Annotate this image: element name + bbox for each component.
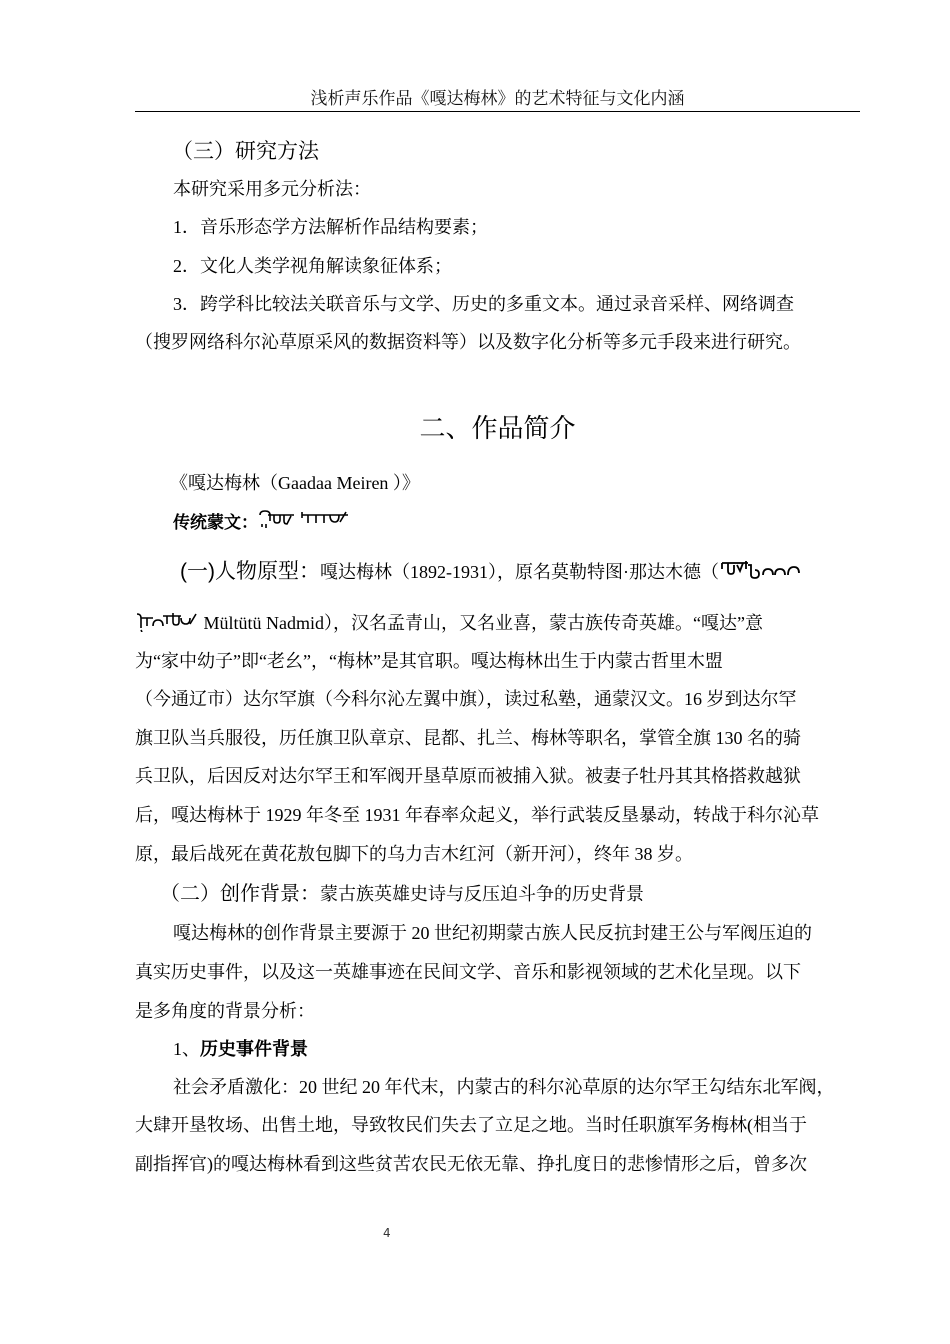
- paragraph-line: 嘎达梅林的创作背景主要源于 20 世纪初期蒙古族人民反抗封建王公与军阀压迫的: [173, 923, 812, 943]
- list-item: 2．文化人类学视角解读象征体系；: [173, 256, 452, 276]
- paragraph-line: 本研究采用多元分析法：: [173, 179, 371, 199]
- list-item: 3．跨学科比较法关联音乐与文学、历史的多重文本。通过录音采样、网络调查: [173, 294, 794, 314]
- mongolian-script-nadmid: [135, 610, 199, 632]
- paragraph-line: 为“家中幼子”即“老幺”，“梅林”是其官职。嘎达梅林出生于内蒙古哲里木盟: [135, 651, 723, 671]
- header-rule: [135, 111, 860, 112]
- paragraph-line: 大肆开垦牧场、出售土地，导致牧民们失去了立足之地。当时任职旗军务梅林(相当于: [135, 1115, 807, 1135]
- paragraph-line: （今通辽市）达尔罕旗（今科尔沁左翼中旗），读过私塾，通蒙汉文。16 岁到达尔罕: [135, 689, 797, 709]
- paragraph-line: （搜罗网络科尔沁草原采风的数据资料等）以及数字化分析等多元手段来进行研究。: [135, 332, 801, 352]
- paragraph-text: Mültütü Nadmid），汉名孟青山，又名业喜，蒙古族传奇英雄。“嘎达”意: [199, 613, 763, 633]
- background-subtitle: 蒙古族英雄史诗与反压迫斗争的历史背景: [320, 884, 644, 904]
- prototype-line-1: [180, 558, 910, 586]
- section-heading-work-intro: 二、作品简介: [419, 413, 576, 443]
- paragraph-line: 后，嘎达梅林于 1929 年冬至 1931 年春率众起义，举行武装反垦暴动，转战于科尔沁草: [135, 805, 819, 825]
- paragraph-line: 旗卫队当兵服役，历任旗卫队章京、昆都、扎兰、梅林等职名，掌管全旗 130 名的骑: [135, 728, 801, 748]
- traditional-mongolian-row: [173, 509, 903, 535]
- paragraph-text: 嘎达梅林（1892-1931），原名莫勒特图·那达木德（: [320, 562, 719, 582]
- paragraph-line: 真实历史事件，以及这一英雄事迹在民间文学、音乐和影视领域的艺术化呈现。以下: [135, 962, 801, 982]
- prototype-line-2: [135, 610, 865, 635]
- paragraph-line: 社会矛盾激化：20 世纪 20 年代末，内蒙古的科尔沁草原的达尔罕王勾结东北军阀，: [173, 1077, 835, 1097]
- background-label: （二）创作背景：: [160, 883, 320, 905]
- running-header: 浅析声乐作品《嘎达梅林》的艺术特征与文化内涵: [310, 89, 685, 108]
- list-item: 1．音乐形态学方法解析作品结构要素；: [173, 217, 488, 237]
- history-heading: [173, 1037, 903, 1061]
- page-number: 4: [383, 1226, 391, 1240]
- paragraph-line: 原，最后战死在黄花敖包脚下的乌力吉木红河（新开河），终年 38 岁。: [135, 844, 693, 864]
- prototype-label: (一)人物原型：: [180, 560, 320, 583]
- history-heading-text: 历史事件背景: [200, 1039, 308, 1059]
- subsection-heading-research-methods: （三）研究方法: [172, 140, 319, 163]
- paragraph-line: 兵卫队，后因反对达尔罕王和军阀开垦草原而被捕入狱。被妻子牡丹其其格搭救越狱: [135, 766, 801, 786]
- traditional-mongolian-label: 传统蒙文：: [173, 513, 258, 532]
- work-title: 《嘎达梅林（Gaadaa Meiren ）》: [170, 473, 420, 493]
- mongolian-script-multutu: [719, 559, 801, 581]
- mongolian-script-gadaa-meiren: [258, 509, 362, 531]
- background-heading-row: [160, 880, 890, 908]
- history-heading-number: 1、: [173, 1039, 200, 1059]
- paragraph-line: 是多角度的背景分析：: [135, 1001, 315, 1021]
- paragraph-line: 副指挥官)的嘎达梅林看到这些贫苦农民无依无靠、挣扎度日的悲惨情形之后，曾多次: [135, 1154, 807, 1174]
